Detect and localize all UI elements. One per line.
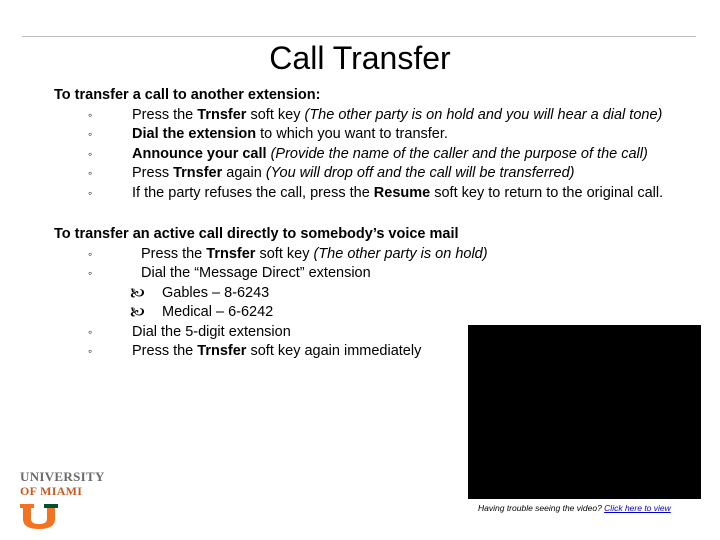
list-item [54,125,694,145]
item-text: Dial the “Message Direct” extension [141,265,371,281]
video-help-note [478,503,671,513]
item-text: (Provide the name of the caller and the purpose of the call) [270,145,648,162]
u-logo-icon [20,504,58,530]
video-help-text: Having trouble seeing the video? [478,503,605,513]
bullet-marker: ◦ [88,107,93,122]
section2-sublist [54,284,694,323]
title-divider [22,36,696,37]
item-text: to which you want to transfer. [256,126,448,142]
sub-list-item [54,284,694,304]
bullet-marker: ◦ [88,185,93,200]
list-item [54,264,694,284]
sub-item-text: Medical – 6-6242 [162,304,274,320]
bullet-marker: ◦ [88,344,93,358]
item-text: Press [132,165,174,181]
item-text: Trnsfer [173,165,223,181]
item-text: Announce your call [132,145,267,162]
item-text: again [222,165,266,181]
sub-item-text: Gables – 8-6243 [162,284,270,301]
list-item [54,184,694,204]
item-text: If the party refuses the call, press the [132,184,374,201]
item-text: Dial the 5-digit extension [132,323,291,340]
item-text: Trnsfer [197,106,247,123]
logo-line-2: OF MIAMI [20,484,83,498]
item-text: soft key again immediately [246,343,422,359]
item-text: (You will drop off and the call will be transferred) [265,165,575,181]
item-text: Trnsfer [206,245,256,262]
item-text: soft key to return to the original call. [430,184,664,201]
list-item [54,164,694,184]
sub-bullet-marker: 🙤 [130,304,145,320]
item-text: Dial the extension [132,126,257,142]
item-text: Press the [141,245,207,262]
section-gap [54,203,694,225]
list-item [54,106,694,126]
item-text: Trnsfer [197,343,247,359]
video-help-link[interactable]: Click here to view [604,503,671,513]
item-text: soft key [246,106,305,123]
item-text: Press the [132,106,198,123]
item-text: Press the [132,343,198,359]
sub-bullet-marker: 🙤 [130,284,145,301]
section2-heading: To transfer an active call directly to somebody’s voice mail [54,226,459,242]
section1-heading: To transfer a call to another extension: [54,87,321,103]
slide-content [54,86,694,362]
slide-title: Call Transfer [269,40,451,76]
bullet-marker: ◦ [88,166,93,180]
item-text: Resume [373,184,431,201]
bullet-marker: ◦ [88,146,93,161]
bullet-marker: ◦ [88,246,93,261]
section1-list [54,106,694,204]
list-item [54,245,694,265]
logo-line-1: UNIVERSITY [20,469,105,484]
item-text: (The other party is on hold) [313,245,488,262]
list-item [54,145,694,165]
bullet-marker: ◦ [88,266,93,280]
sub-list-item [54,303,694,323]
section2-list [54,245,694,284]
item-text: soft key [255,245,314,262]
bullet-marker: ◦ [88,324,93,339]
bullet-marker: ◦ [88,127,93,141]
university-logo [20,470,110,532]
video-player[interactable] [468,325,701,499]
item-text: (The other party is on hold and you will hear a dial tone) [304,106,663,123]
